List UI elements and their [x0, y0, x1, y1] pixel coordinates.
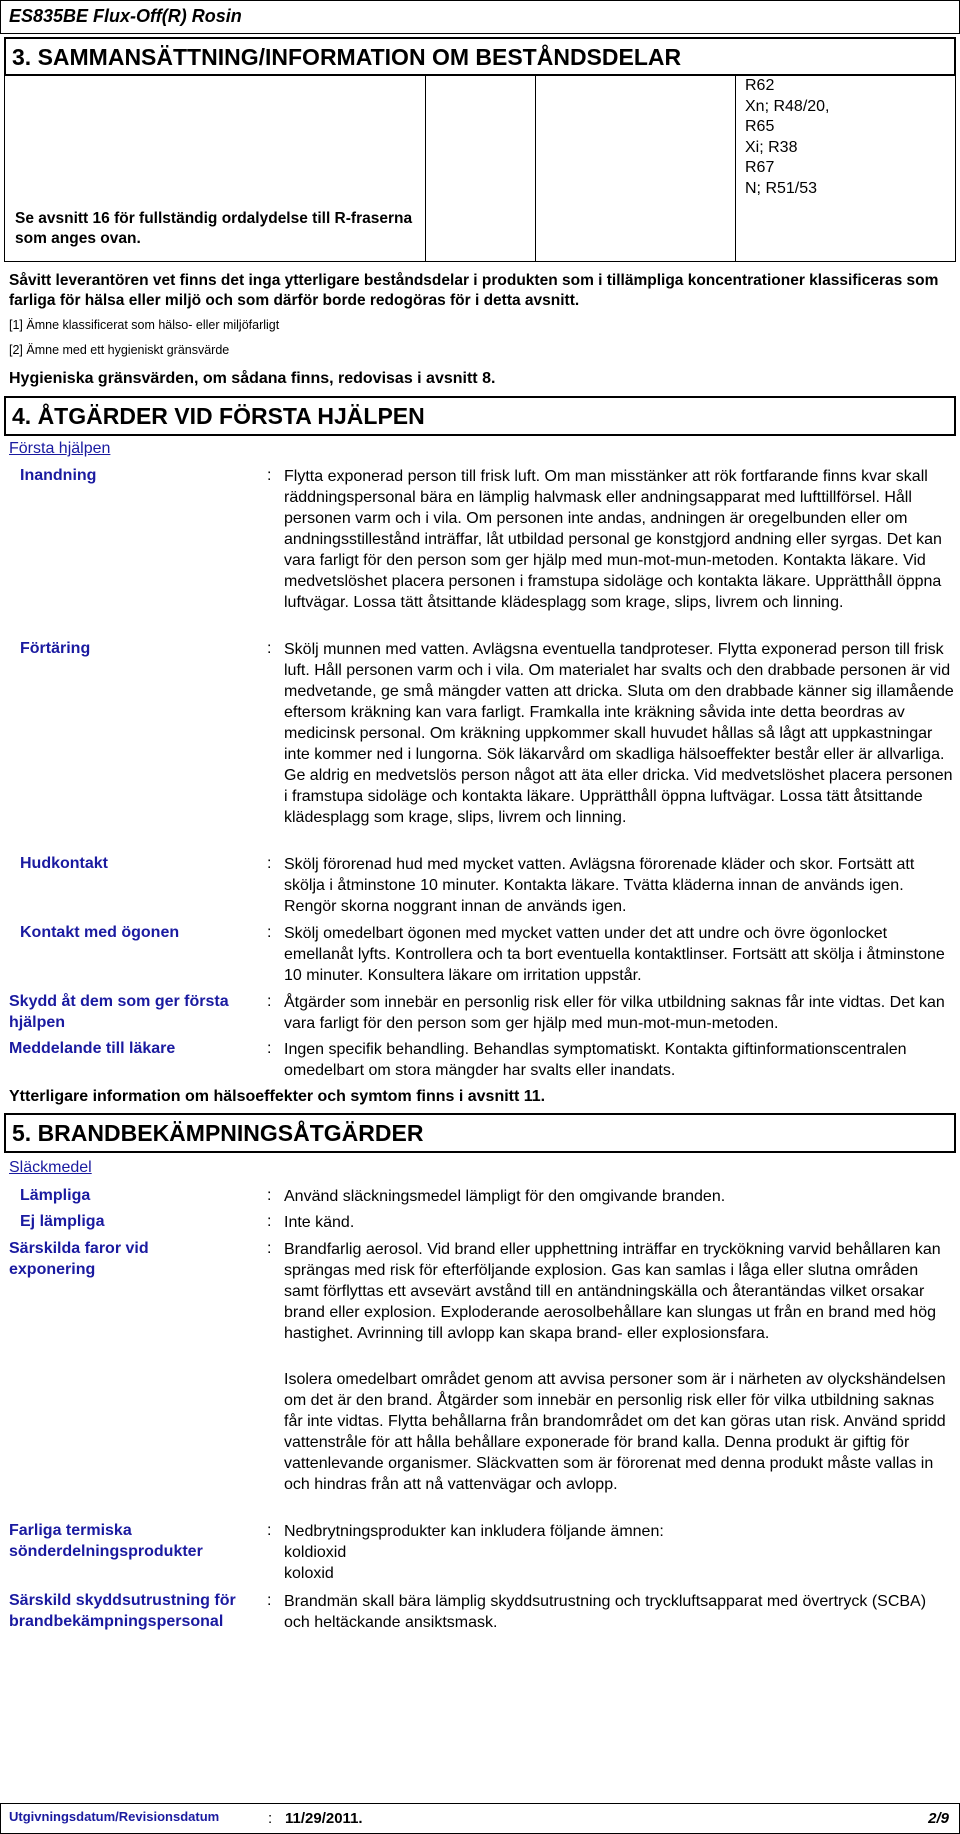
colon: :	[267, 924, 272, 941]
rescuer-protection-text: Åtgärder som innebär en personlig risk eller för vilka utbildning saknas får inte vidtas. Det kan vara farligt för den person som ger hjälp med mun-mot-mun-metoden.	[284, 994, 945, 1032]
page-number: 2/9	[928, 1810, 949, 1827]
colon: :	[267, 640, 272, 657]
note-to-physician-text: Ingen specifik behandling. Behandlas symptomatiskt. Kontakta giftinformationscentralen omedelbart om stora mängder har svalts eller inandats.	[284, 1041, 907, 1079]
colon: :	[267, 993, 272, 1010]
table-divider	[535, 76, 536, 261]
table-note: Se avsnitt 16 för fullständig ordalydelse till R-fraserna som anges ovan.	[15, 210, 413, 247]
label-skin-contact: Hudkontakt	[20, 855, 108, 872]
special-hazards-text: Brandfarlig aerosol. Vid brand eller upphettning inträffar en tryckökning varvid behållaren kan sprängas med risk för efterföljande explosion. Gas kan samlas i låga eller slutna områden samt förflyttas ett avsevärt avstånd till en antändningskälla och återantändas vilket orsakar brand eller explosion. Exploderande aerosolbehållare kan slungas ut från en brand med hög hastighet. Avrinning till avlopp kan skapa brand- eller explosionsfara.	[284, 1241, 941, 1342]
classification-item: Xi; R38	[745, 138, 798, 156]
colon: :	[267, 1187, 272, 1204]
label-not-suitable: Ej lämpliga	[20, 1213, 105, 1230]
special-hazards-text-2: Isolera omedelbart området genom att avvisa personer som är i närheten av olyckshändelsen om det är den brand. Åtgärder som innebär en personlig risk eller för vilka utbildning saknas får inte vidtas. Flytta behållarna från brandområdet om det kan göras utan risk. Använd spridd vattenstråle för att hålla behållare exponerade för brand kalla. Denna produkt är giftig för vattenlevande organismer. Släckvatten som är förorenat med denna produkt måste vallas in och hindras från att nå vattenvägar och avlopp.	[284, 1371, 946, 1493]
label-ingestion: Förtäring	[20, 640, 91, 657]
section-3-heading	[4, 37, 956, 76]
classification-item: Xn; R48/20,	[745, 97, 830, 115]
skin-contact-text: Skölj förorenad hud med mycket vatten. Avlägsna förorenade kläder och skor. Fortsätt att skölja i åtminstone 10 minuter. Kontakta läkare. Tvätta kläderna innan de används igen. Rengör skorna noggrant innan de används igen.	[284, 856, 915, 915]
label-thermal-decomposition: Farliga termiska sönderdelningsprodukter	[9, 1522, 203, 1560]
decomposition-product: koldioxid	[284, 1544, 347, 1561]
document-footer	[0, 1803, 960, 1834]
document-header	[0, 0, 960, 34]
colon: :	[267, 467, 272, 484]
first-aid-subheading[interactable]: Första hjälpen	[9, 440, 111, 457]
decomposition-product: koloxid	[284, 1565, 334, 1582]
composition-paragraph: Såvitt leverantören vet finns det inga ytterligare beståndsdelar i produkten som i tillämpliga koncentrationer klassificeras som farliga för hälsa eller miljö och som därför borde redogöras för i detta avsnitt.	[9, 272, 939, 309]
inhalation-text: Flytta exponerad person till frisk luft. Om man misstänker att rök fortfarande finns kvar skall räddningspersonal bära en lämplig halvmask eller andningsapparat med lufttillförsel. Håll personen varm och i vila. Om personen inte andas, andningen är oregelbunden eller om andningsstillestånd inträffar, låt utbildad personal ge konstgjord andning eller syrgas. Det kan vara farligt för den person som ger hjälp med mun-mot-mun-metoden. Kontakta läkare. Vid medvetslöshet placera personen i framstupa sidoläge och kontakta läkare. Upprätthåll öppna luftvägar. Lossa tätt åtsittande klädesplagg som krage, slips, livrem och linning.	[284, 468, 942, 611]
classification-item: R65	[745, 118, 775, 135]
composition-table	[4, 76, 956, 262]
extinguishing-subheading[interactable]: Släckmedel	[9, 1159, 92, 1176]
exposure-note: Hygieniska gränsvärden, om sådana finns, redovisas i avsnitt 8.	[9, 370, 496, 387]
table-divider	[735, 76, 736, 261]
label-rescuer-protection: Skydd åt dem som ger första hjälpen	[9, 993, 229, 1031]
label-suitable: Lämpliga	[20, 1187, 91, 1204]
classification-item: N; R51/53	[745, 179, 818, 197]
firefighter-equipment-text: Brandmän skall bära lämplig skyddsutrustning och tryckluftsapparat med övertryck (SCBA) och heltäckande ansiktsmask.	[284, 1593, 927, 1631]
label-eye-contact: Kontakt med ögonen	[20, 924, 180, 941]
note-1: [1] Ämne klassificerat som hälso- eller miljöfarligt	[9, 318, 280, 332]
colon: :	[267, 1592, 272, 1609]
label-note-to-physician: Meddelande till läkare	[9, 1040, 176, 1057]
footer-label: Utgivningsdatum/Revisionsdatum	[9, 1809, 220, 1824]
section-5-heading	[4, 1113, 956, 1153]
footer-date: 11/29/2011.	[285, 1810, 363, 1827]
colon: :	[267, 1213, 272, 1230]
colon: :	[267, 1522, 272, 1539]
further-health-info: Ytterligare information om hälsoeffekter och symtom finns i avsnitt 11.	[9, 1088, 546, 1105]
section-4-heading	[4, 396, 956, 436]
thermal-decomposition-intro: Nedbrytningsprodukter kan inkludera följande ämnen:	[284, 1523, 664, 1540]
section-5-title: 5. BRANDBEKÄMPNINGSÅTGÄRDER	[12, 1120, 424, 1146]
not-suitable-text: Inte känd.	[284, 1214, 355, 1231]
footer-colon: :	[268, 1810, 273, 1827]
label-firefighter-equipment: Särskild skyddsutrustning för brandbekämpningspersonal	[9, 1592, 236, 1630]
note-2: [2] Ämne med ett hygieniskt gränsvärde	[9, 343, 230, 357]
eye-contact-text: Skölj omedelbart ögonen med mycket vatten under det att undre och övre ögonlocket emellanåt lyfts. Kontrollera och ta bort eventuella kontaktlinser. Fortsätt att skölja i åtminstone 10 minuter. Konsultera läkare om irritation uppstår.	[284, 925, 945, 984]
section-3-title: 3. SAMMANSÄTTNING/INFORMATION OM BESTÅNDSDELAR	[12, 44, 682, 70]
suitable-text: Använd släckningsmedel lämpligt för den omgivande branden.	[284, 1188, 726, 1205]
colon: :	[267, 1040, 272, 1057]
section-4-title: 4. ÅTGÄRDER VID FÖRSTA HJÄLPEN	[12, 403, 425, 429]
product-title: ES835BE Flux-Off(R) Rosin	[9, 6, 242, 26]
label-special-hazards: Särskilda faror vid exponering	[9, 1240, 149, 1278]
classification-list	[745, 76, 830, 199]
thermal-decomposition-text	[284, 1521, 956, 1584]
label-inhalation: Inandning	[20, 467, 97, 484]
colon: :	[267, 855, 272, 872]
colon: :	[267, 1240, 272, 1257]
ingestion-text: Skölj munnen med vatten. Avlägsna eventuella tandproteser. Flytta exponerad person till frisk luft. Håll personen varm och i vila. Om materialet har svalts och den drabbade personen är vid medvetande, ge små mängder vatten att dricka. Sluta om den drabbade känner sig illamående eftersom kräkning kan vara farligt. Framkalla inte kräkning såvida inte detta beordras av medicinsk personal. Om kräkning uppkommer skall huvudet hållas så lågt att uppkastningar inte kommer ned i lungorna. Sök läkarvård om skadliga hälsoeffekter består eller är allvarliga. Ge aldrig en medvetslös person något att äta eller dricka. Vid medvetslöshet placera personen i framstupa sidoläge och kontakta läkare. Upprätthåll öppna luftvägar. Lossa tätt åtsittande klädesplagg som krage, slips, livrem och linning.	[284, 641, 954, 826]
classification-item: R62	[745, 77, 775, 94]
table-divider	[425, 76, 426, 261]
classification-item: R67	[745, 159, 775, 176]
